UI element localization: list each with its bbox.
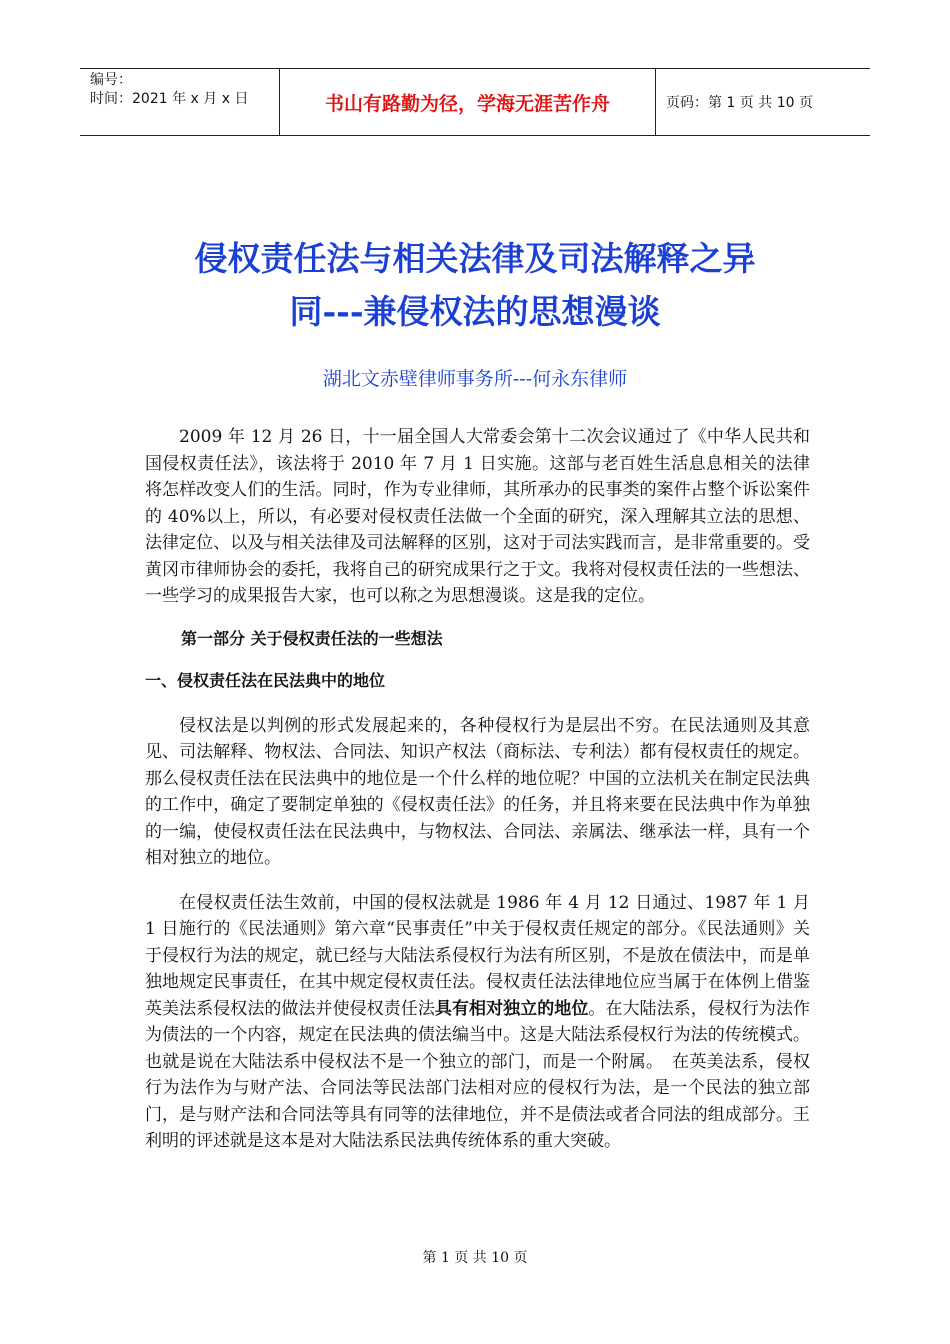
part-heading: 第一部分 关于侵权责任法的一些想法 [181, 628, 443, 648]
title-line-1: 侵权责任法与相关法律及司法解释之异 [194, 239, 756, 278]
intro-paragraph: 2009 年 12 月 26 日，十一届全国人大常委会第十二次会议通过了《中华人民共和国侵权责任法》，该法将于 2010 年 7 月 1 日实施。这部与老百姓生活息息相关的法律将怎样改变人们的生活。同时，作为专业律师，其所承办的民事类的案件占整个诉讼案件的 40%以上，所以，有必要对侵权责任法做一个全面的研究，深入理解其立法的思想、法律定位、以及与相关法律及司法解释的区别，这对于司法实践而言，是非常重要的。受黄冈市律师协会的委托，我将自己的研究成果行之于文。我将对侵权责任法的一些想法、一些学习的成果报告大家，也可以称之为思想漫谈。这是我的定位。 [145, 427, 810, 606]
page-header [80, 68, 870, 136]
title-line-2: 同---兼侵权法的思想漫谈 [289, 292, 661, 331]
document-number-label: 编号： [90, 72, 132, 88]
author-line: 湖北文赤壁律师事务所---何永东律师 [322, 368, 628, 390]
paragraph-2-text-b: 。在大陆法系，侵权行为法作为债法的一个内容，规定在民法典的债法编当中。这是大陆法系侵权行为法的传统模式。也就是说在大陆法系中侵权法不是一个独立的部门，而是一个附属。 在英美法系，侵权行为法作为与财产法、合同法等民法部门法相对应的侵权行为法，是一个民法的独立部门，是与财产法和合同法等具有同等的法律地位，并不是债法或者合同法的组成部分。王利明的评述就是这本是对大陆法系民法典传统体系的重大突破。 [145, 998, 811, 1151]
header-meta [80, 69, 280, 135]
emphasis-text: 具有相对独立的地位 [434, 998, 589, 1019]
document-time-label: 时间：2021 年 x 月 x 日 [90, 91, 249, 107]
document-body [145, 424, 810, 1155]
paragraph-2-text-a: 在侵权责任法生效前，中国的侵权法就是 1986 年 4 月 12 日通过、1987 年 1 月 1 日施行的《民法通则》第六章“民事责任”中关于侵权责任规定的部分。《民法通则》关于侵权行为法的规定，就已经与大陆法系侵权行为法有所区别，不是放在债法中，而是单独地规定民事责任，在其中规定侵权责任法。侵权责任法法律地位应当属于在体例上借鉴英美法系侵权法的做法并使侵权责任法 [145, 892, 810, 1019]
header-page-info: 页码：第 1 页 共 10 页 [666, 95, 813, 111]
section-heading: 一、侵权责任法在民法典中的地位 [145, 671, 386, 690]
body-paragraph-1: 侵权法是以判例的形式发展起来的，各种侵权行为是层出不穷。在民法通则及其意见、司法解释、物权法、合同法、知识产权法（商标法、专利法）都有侵权责任的规定。那么侵权责任法在民法典中的地位是一个什么样的地位呢？中国的立法机关在制定民法典的工作中，确定了要制定单独的《侵权责任法》的任务，并且将来要在民法典中作为单独的一编，使侵权责任法在民法典中，与物权法、合同法、亲属法、继承法一样，具有一个相对独立的地位。 [145, 715, 810, 868]
document-title [150, 232, 800, 338]
body-paragraph-2 [145, 890, 810, 1155]
page-footer: 第 1 页 共 10 页 [422, 1250, 528, 1266]
header-motto: 书山有路勤为径，学海无涯苦作舟 [280, 69, 656, 135]
